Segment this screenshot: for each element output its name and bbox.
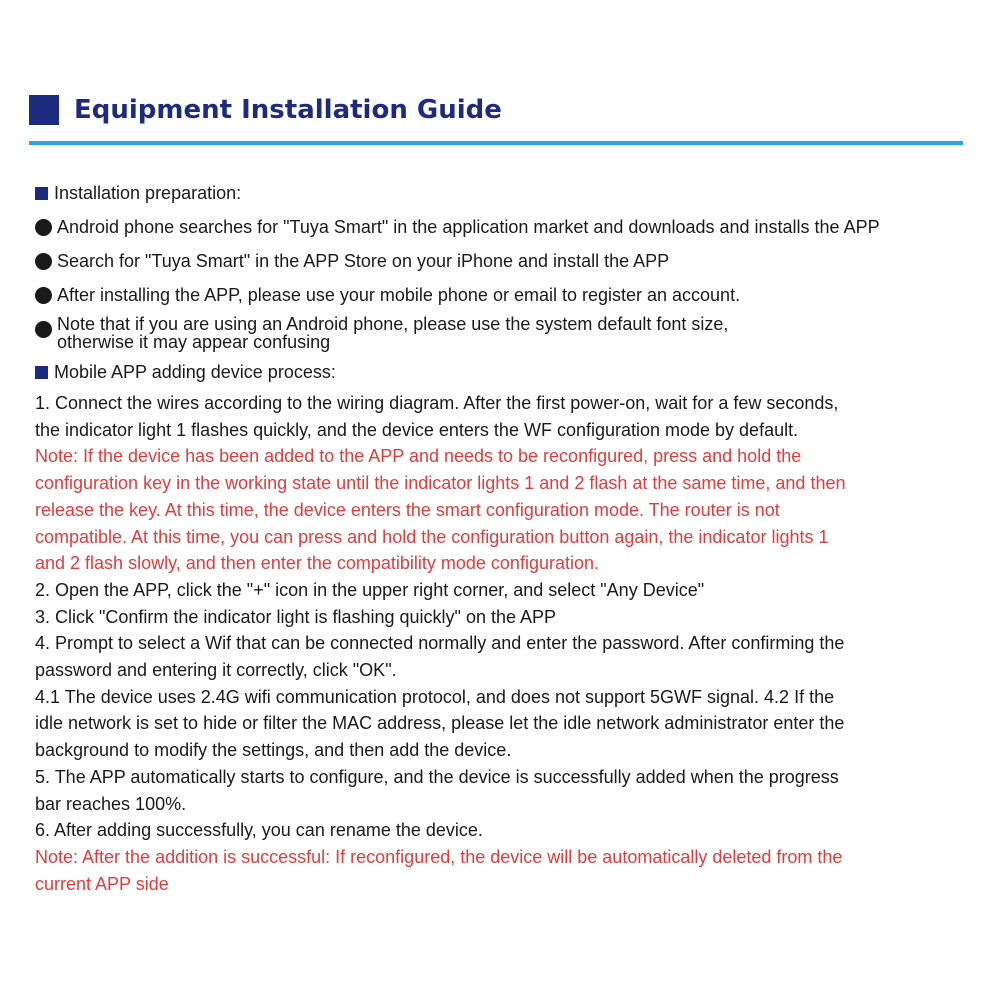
section-square-icon (35, 187, 48, 200)
reconfig-note-line: compatible. At this time, you can press and hold the configuration button again, the indicator lights 1 (35, 526, 829, 547)
step-6-line: 6. After adding successfully, you can rename the device. (35, 820, 483, 841)
section-square-icon (35, 366, 48, 379)
bullet-dot-icon (35, 219, 52, 236)
step-4-line: password and entering it correctly, click "OK". (35, 660, 397, 681)
final-note-line: current APP side (35, 873, 169, 894)
step-4-1-line: idle network is set to hide or filter the MAC address, please let the idle network administrator enter the (35, 713, 845, 734)
final-note-line: Note: After the addition is successful: If reconfigured, the device will be automatically deleted from the (35, 846, 843, 867)
bullet-dot-icon (35, 287, 52, 304)
bullet-dot-icon (35, 321, 52, 338)
prep-bullet: Search for "Tuya Smart" in the APP Store on your iPhone and install the APP (35, 250, 669, 272)
step-1-line: 1. Connect the wires according to the wiring diagram. After the first power-on, wait for a few seconds, (35, 393, 839, 413)
guide-header (29, 92, 963, 146)
step-4-line: 4. Prompt to select a Wif that can be connected normally and enter the password. After confirming the (35, 633, 845, 654)
process-steps (35, 390, 975, 897)
reconfig-note-line: and 2 flash slowly, and then enter the compatibility mode configuration. (35, 553, 599, 574)
step-1-line: the indicator light 1 flashes quickly, and the device enters the WF configuration mode by default. (35, 419, 799, 440)
prep-heading: Installation preparation: (35, 182, 241, 204)
step-3-line: 3. Click "Confirm the indicator light is flashing quickly" on the APP (35, 606, 557, 627)
reconfig-note-line: configuration key in the working state until the indicator lights 1 and 2 flash at the same time, and then (35, 473, 846, 494)
header-divider (29, 141, 963, 145)
step-4-1-line: background to modify the settings, and then add the device. (35, 740, 512, 761)
prep-note: Note that if you are using an Android phone, please use the system default font size, otherwise it may appear confusing (35, 315, 728, 351)
process-heading: Mobile APP adding device process: (35, 361, 336, 383)
bullet-dot-icon (35, 253, 52, 270)
step-5-line: 5. The APP automatically starts to configure, and the device is successfully added when the progress (35, 766, 839, 787)
step-5-line: bar reaches 100%. (35, 793, 187, 814)
reconfig-note-line: Note: If the device has been added to the APP and needs to be reconfigured, press and hold the (35, 446, 802, 467)
step-4-1-line: 4.1 The device uses 2.4G wifi communication protocol, and does not support 5GWF signal. 4.2 If the (35, 686, 835, 707)
step-2-line: 2. Open the APP, click the "+" icon in the upper right corner, and select "Any Device" (35, 579, 705, 600)
title-square-icon (29, 95, 59, 125)
page-title: Equipment Installation Guide (74, 95, 502, 125)
prep-bullet: Android phone searches for "Tuya Smart" in the application market and downloads and installs the APP (35, 216, 880, 238)
prep-bullet: After installing the APP, please use your mobile phone or email to register an account. (35, 284, 740, 306)
reconfig-note-line: release the key. At this time, the device enters the smart configuration mode. The router is not (35, 499, 780, 520)
